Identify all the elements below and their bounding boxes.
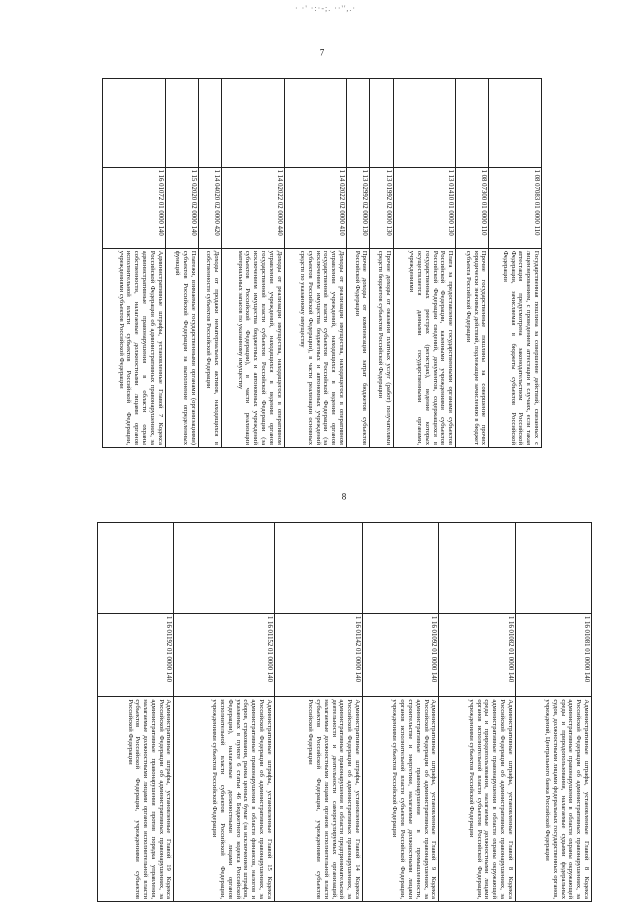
admin-code-cell [489,79,542,168]
admin-code-cell [515,523,591,614]
admin-code-cell [393,79,455,168]
admin-code-cell [284,79,346,168]
admin-code-cell [174,523,274,614]
budget-classification-code: 1 14 02022 02 0000 440 [222,167,284,248]
admin-code-cell [347,79,370,168]
admin-code-cell [103,79,166,168]
budget-classification-code: 1 14 04020 02 0000 420 [198,167,221,248]
revenue-description: Платежи, взимаемые государственными органами (организациями) субъектов Российской Федерации за выполнение определенных функций [165,248,198,447]
table-row [165,79,198,448]
table-row [393,79,455,448]
table-row [198,79,221,448]
scan-header-mark: · ·' ·:·-;. ··'',.· [295,4,357,13]
revenue-description: Административные штрафы, установленные Главой 8 Кодекса Российской Федерации об административных правонарушениях, за административные правонарушения в области охраны окружающей среды и природопользования, налагаемые судьями федеральных судов, должностными лицами федеральных государственных органов, учреждений, Центрального банка Российской Федерации [515,697,591,902]
admin-code-cell [362,523,438,614]
page-number: 7 [319,47,325,58]
document-page-7 [102,47,542,448]
admin-code-cell [165,79,198,168]
admin-code-cell [198,79,221,168]
table-row [174,523,274,902]
admin-code-cell [456,79,489,168]
admin-code-cell [98,523,174,614]
revenue-description: Административные штрафы, установленные Главой 9 Кодекса Российской Федерации об административных правонарушениях, за административные правонарушения в промышленности, строительстве и энергетике, налагаемые должностными лицами органов исполнительной власти субъектов Российской Федерации, учреждениями субъектов Российской Федерации [362,697,438,902]
table-row [362,523,438,902]
revenue-description: Прочие государственные пошлины за совершение прочих юридически значимых действий, подлежащие зачислению в бюджет субъекта Российской Федерации [456,248,489,447]
budget-classification-code: 1 16 01142 01 0000 140 [274,613,362,696]
table-row [370,79,393,448]
table-row [98,523,174,902]
budget-classification-code: 1 13 01410 01 0000 130 [393,167,455,248]
table-row [439,523,515,902]
table-row [347,79,370,448]
budget-classification-code: 1 16 01081 01 0000 140 [515,613,591,696]
table-row [103,79,166,448]
revenue-description: Плата за предоставление государственными органами субъектов Российской Федерации, казенными учреждениями субъектов Российской Федерации сведений, документов, содержащихся в государственных реестрах (регистрах), ведение которых осуществляется данными государственными органами, учреждениями [393,248,455,447]
admin-code-cell [222,79,284,168]
budget-classification-code: 1 16 01092 01 0000 140 [362,613,438,696]
budget-classification-code: 1 16 01192 01 0000 140 [98,613,174,696]
revenue-description: Доходы от реализации имущества, находящегося в оперативном управлении учреждений, находящихся в ведении органов государственной власти субъектов Российской Федерации (за исключением имущества бюджетных и автономных учреждений субъектов Российской Федерации), в части реализации материальных запасов по указанному имуществу [222,248,284,447]
budget-classification-code: 1 13 01992 02 0000 130 [370,167,393,248]
revenue-description: Прочие доходы от оказания платных услуг (работ) получателями средств бюджетов субъектов Российской Федерации [370,248,393,447]
admin-code-cell [439,523,515,614]
revenue-description: Административные штрафы, установленные Главой 19 Кодекса Российской Федерации об административных правонарушениях, за административные правонарушения против порядка управления, налагаемые должностными лицами органов исполнительной власти субъектов Российской Федерации, учреждениями субъектов Российской Федерации [98,697,174,902]
document-page-8 [97,491,592,902]
revenue-description: Административные штрафы, установленные Главой 7 Кодекса Российской Федерации об административных правонарушениях, за административные правонарушения в области охраны собственности, налагаемые должностными лицами органов исполнительной власти субъектов Российской Федерации, учреждениями субъектов Российской Федерации [103,248,166,447]
budget-code-table [102,78,542,448]
revenue-description: Административные штрафы, установленные Главой 15 Кодекса Российской Федерации об административных правонарушениях, за административные правонарушения в области финансов, налогов и сборов, страхования, рынка ценных бумаг (за исключением штрафов, указанных в пункте 6 статьи 46 Бюджетного кодекса Российской Федерации), налагаемые должностными лицами органов исполнительной власти субъектов Российской Федерации, учреждениями субъектов Российской Федерации [174,697,274,902]
table-row [222,79,284,448]
revenue-description: Доходы от реализации имущества, находящегося в оперативном управлении учреждений, находящихся в ведении органов государственной власти субъектов Российской Федерации (за исключением имущества бюджетных и автономных учреждений субъектов Российской Федерации), в части реализации основных средств по указанному имуществу [284,248,346,447]
page-number: 8 [342,491,347,502]
budget-classification-code: 1 16 01072 01 0000 140 [103,167,166,248]
budget-classification-code: 1 16 01082 01 0000 140 [439,613,515,696]
budget-code-table [97,522,592,902]
table-row [489,79,542,448]
budget-classification-code: 1 16 01152 01 0000 140 [174,613,274,696]
budget-classification-code: 1 14 02022 02 0000 410 [284,167,346,248]
revenue-description: Прочие доходы от компенсации затрат бюджетов субъектов Российской Федерации [347,248,370,447]
admin-code-cell [370,79,393,168]
revenue-description: Административные штрафы, установленные Главой 8 Кодекса Российской Федерации об административных правонарушениях, за административные правонарушения в области охраны окружающей среды и природопользования, налагаемые должностными лицами органов исполнительной власти субъектов Российской Федерации, учреждениями субъектов Российской Федерации [439,697,515,902]
budget-classification-code: 1 15 02020 02 0000 140 [165,167,198,248]
budget-classification-code: 1 08 07083 01 0000 110 [489,167,542,248]
budget-classification-code: 1 13 02992 02 0000 130 [347,167,370,248]
revenue-description: Доходы от продажи нематериальных активов, находящихся в собственности субъектов Российской Федерации [198,248,221,447]
table-row [456,79,489,448]
revenue-description: Административные штрафы, установленные Главой 14 Кодекса Российской Федерации об административных правонарушениях, за административные правонарушения в области предпринимательской деятельности и деятельности саморегулируемых организаций, налагаемые должностными лицами органов исполнительной власти субъектов Российской Федерации, учреждениями субъектов Российской Федерации [274,697,362,902]
table-row [274,523,362,902]
admin-code-cell [274,523,362,614]
table-row [515,523,591,902]
budget-classification-code: 1 08 07300 01 0000 110 [456,167,489,248]
table-row [284,79,346,448]
revenue-description: Государственная пошлина за совершение действий, связанных с лицензированием, с проведением аттестации в случаях, если такая аттестация предусмотрена законодательством Российской Федерации, зачисляемая в бюджеты субъектов Российской Федерации [489,248,542,447]
